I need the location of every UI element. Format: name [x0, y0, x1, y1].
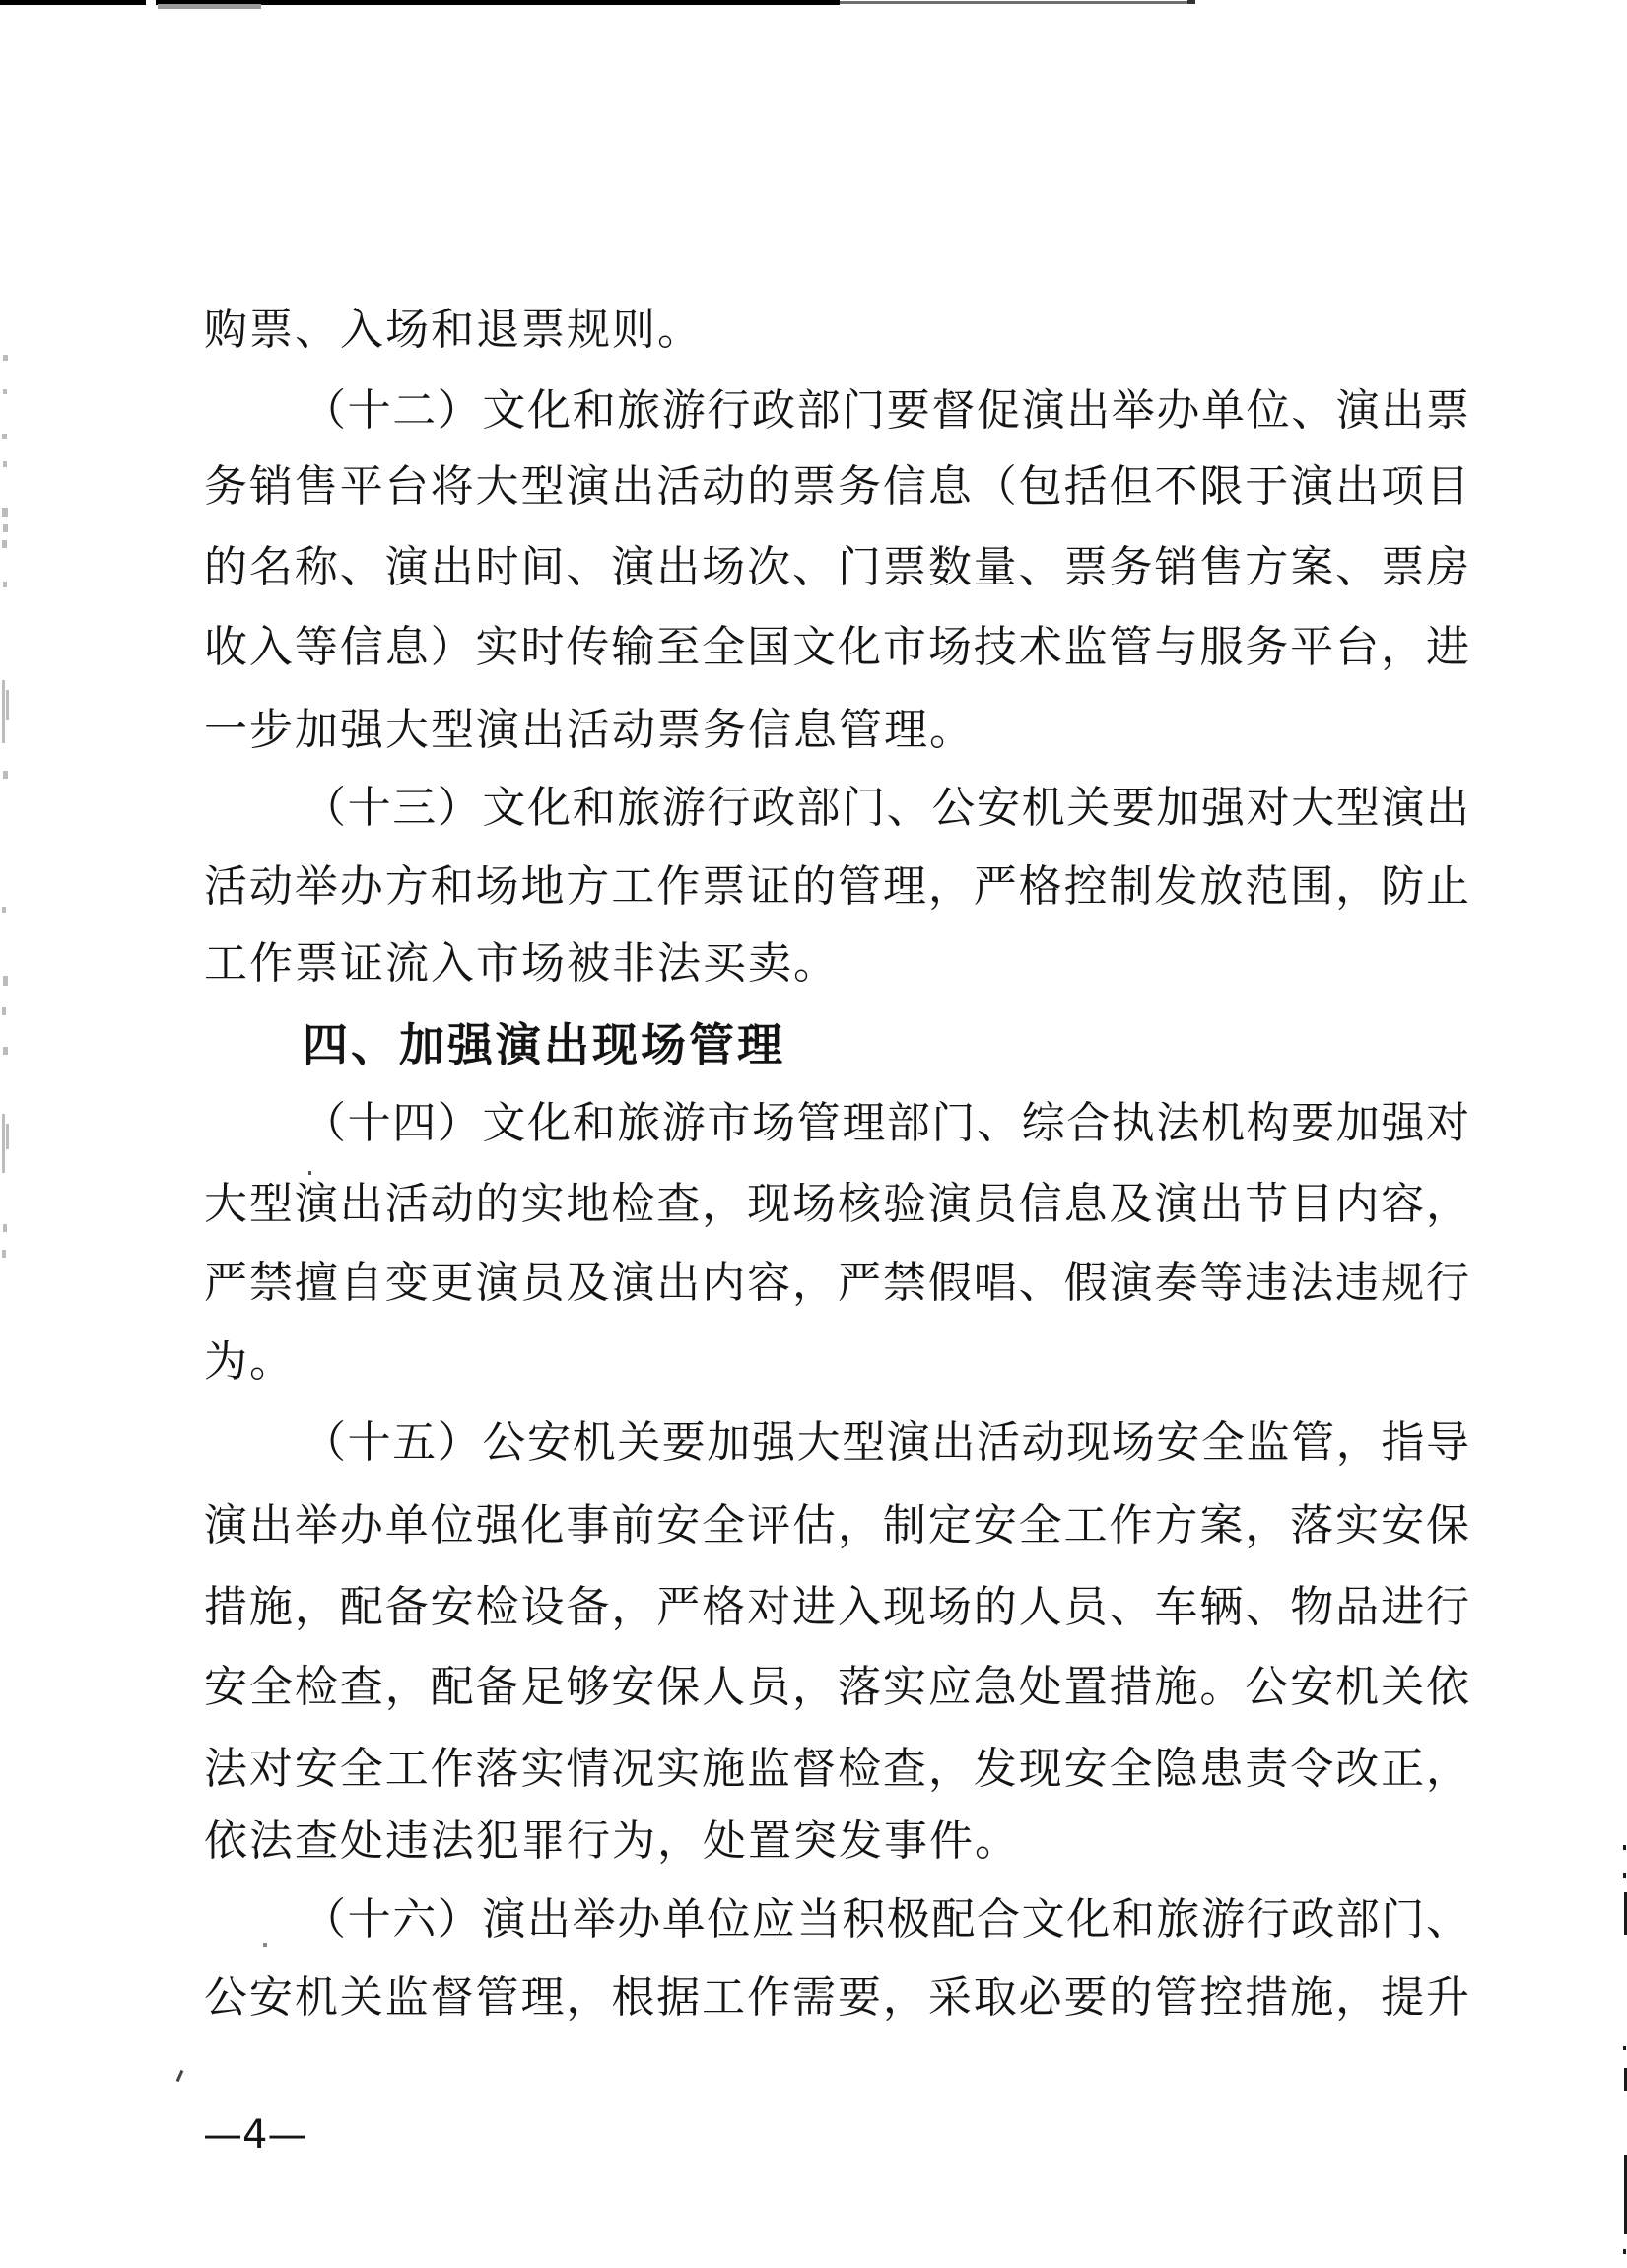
scan-artifact-left-mark: [3, 976, 8, 986]
text-line: 工作票证流入市场被非法买卖。: [204, 938, 839, 989]
scan-artifact-left-mark: [3, 582, 7, 587]
text-line: （十四）文化和旅游市场管理部门、综合执法机构要加强对: [303, 1098, 1469, 1148]
text-line: 购票、入场和退票规则。: [204, 305, 703, 355]
text-line: 收入等信息）实时传输至全国文化市场技术监管与服务平台，进: [204, 622, 1469, 672]
scan-artifact-left-mark: [3, 1047, 8, 1055]
scan-artifact-right-mark: [1623, 1873, 1626, 1878]
scan-artifact-left-mark: [3, 461, 7, 467]
scan-artifact-right-mark: [1623, 1845, 1626, 1850]
scan-artifact-top-smudge: [158, 4, 261, 9]
scan-artifact-left-mark: [2, 540, 7, 548]
scan-artifact-left-mark: [3, 1224, 7, 1232]
scan-artifact-left-mark: [2, 907, 6, 913]
scan-artifact-left-mark: [2, 1007, 6, 1015]
scan-artifact-top-bar: [0, 0, 840, 5]
text-line: 务销售平台将大型演出活动的票务信息（包括但不限于演出项目: [204, 461, 1469, 512]
text-line: 的名称、演出时间、演出场次、门票数量、票务销售方案、票房: [204, 542, 1469, 592]
text-line: （十六）演出举办单位应当积极配合文化和旅游行政部门、: [303, 1894, 1469, 1945]
text-line: 严禁擅自变更演员及演出内容，严禁假唱、假演奏等违法违规行: [204, 1258, 1469, 1308]
scan-artifact-top-bar-gap: [146, 0, 156, 5]
scan-artifact-left-mark: [2, 680, 5, 743]
text-line: 为。: [204, 1337, 295, 1387]
text-line: 公安机关监督管理，根据工作需要，采取必要的管控措施，提升: [204, 1972, 1469, 2023]
scan-artifact-left-mark: [2, 434, 7, 439]
scan-artifact-left-mark: [3, 355, 8, 361]
scan-artifact-left-mark: [6, 690, 9, 720]
text-line: 演出举办单位强化事前安全评估，制定安全工作方案，落实安保: [204, 1500, 1469, 1550]
text-line: 活动举办方和场地方工作票证的管理，严格控制发放范围，防止: [204, 861, 1469, 912]
scan-artifact-top-bar-gray: [840, 1, 1187, 4]
text-line: 依法查处违法犯罪行为，处置突发事件。: [204, 1816, 1020, 1866]
text-line: （十三）文化和旅游行政部门、公安机关要加强对大型演出: [303, 783, 1469, 833]
scan-artifact-left-mark: [3, 389, 7, 394]
text-line: （十五）公安机关要加强大型演出活动现场安全监管，指导: [303, 1417, 1469, 1468]
scan-artifact-right-mark: [1623, 2046, 1626, 2050]
text-line: 措施，配备安检设备，严格对进入现场的人员、车辆、物品进行: [204, 1582, 1469, 1632]
scan-artifact-left-mark: [3, 524, 8, 532]
scan-artifact-left-mark: [3, 771, 8, 779]
scan-artifact-right-mark: [1623, 2249, 1626, 2254]
scan-artifact-top-dot: [1187, 0, 1195, 4]
scan-artifact-tick: [176, 2070, 184, 2082]
section-heading: 四、加强演出现场管理: [303, 1018, 785, 1071]
scan-artifact-left-mark: [2, 1250, 6, 1258]
scan-artifact-left-mark: [2, 508, 8, 517]
text-line: 大型演出活动的实地检查，现场核验演员信息及演出节目内容，: [204, 1179, 1469, 1229]
scan-artifact-left-mark: [6, 1124, 9, 1149]
text-line: 一步加强大型演出活动票务信息管理。: [204, 705, 975, 755]
text-line: （十二）文化和旅游行政部门要督促演出举办单位、演出票: [303, 385, 1469, 436]
scan-artifact-left-mark: [2, 1114, 5, 1173]
text-line: 安全检查，配备足够安保人员，落实应急处置措施。公安机关依: [204, 1662, 1469, 1712]
text-line: 法对安全工作落实情况实施监督检查，发现安全隐患责令改正，: [204, 1744, 1469, 1794]
page-number: —4—: [203, 2112, 307, 2158]
